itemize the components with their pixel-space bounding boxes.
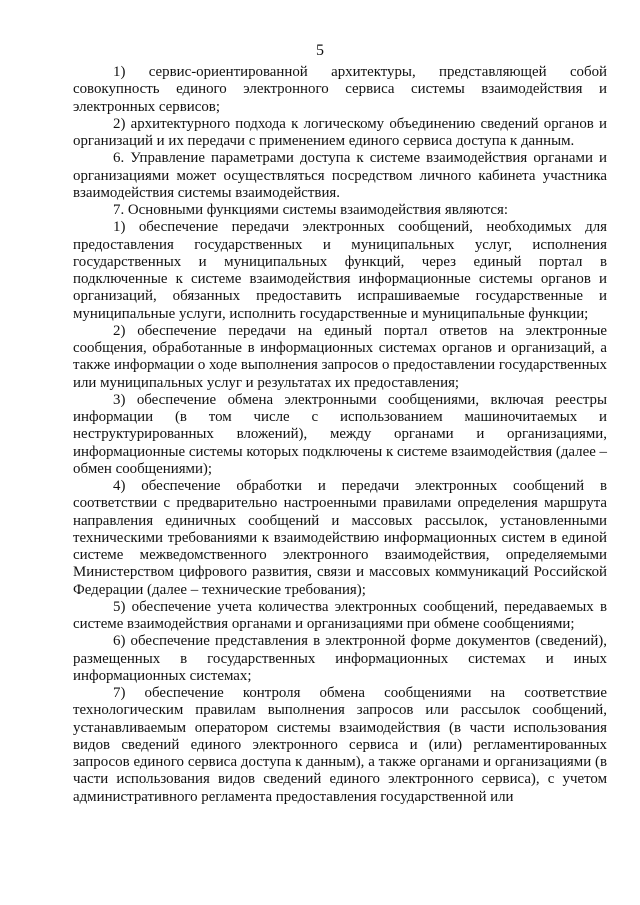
paragraph-7-item-7: 7) обеспечение контроля обмена сообщениями на соответствие технологическим правилам выполнения запросов или рассылок сообщений, устанавливаемым оператором системы взаимодействия (в части использования видов сведений единого электронного сервиса и (или) регламентированных запросов единого сервиса доступа к данным), а также органами и организациями (в части использования видов сведений единого электронного сервиса), с учетом административного регламента предоставления государственной или: [73, 685, 607, 805]
paragraph-6-access-management: 6. Управление параметрами доступа к системе взаимодействия органами и организациями может осуществляться посредством личного кабинета участника взаимодействия системы взаимодействия.: [73, 150, 607, 201]
page-number: 5: [316, 42, 324, 59]
paragraph-7-item-4: 4) обеспечение обработки и передачи электронных сообщений в соответствии с предварительно настроенными правилами определения маршрута направления единичных сообщений и массовых рассылок, установленными техническими требованиями к взаимодействию информационных систем в единой системе межведомственного электронного взаимодействия, определяемыми Министерством цифрового развития, связи и массовых коммуникаций Российской Федерации (далее – технические требования);: [73, 478, 607, 598]
paragraph-7-item-3: 3) обеспечение обмена электронными сообщениями, включая реестры информации (в том числе с использованием машиночитаемых и неструктурированных вложений), между органами и организациями, информационные системы которых подключены к системе взаимодействия (далее – обмен сообщениями);: [73, 391, 607, 477]
paragraph-7-item-2: 2) обеспечение передачи на единый портал ответов на электронные сообщения, обработанные в информационных системах органов и организаций, а также информации о ходе выполнения запросов о предоставлении государственных или муниципальных услуг и результатах их предоставления;: [73, 322, 607, 391]
paragraph-7-item-6: 6) обеспечение представления в электронной форме документов (сведений), размещенных в государственных информационных системах и иных информационных системах;: [73, 633, 607, 684]
paragraph-7-item-1: 1) обеспечение передачи электронных сообщений, необходимых для предоставления государственных и муниципальных услуг, исполнения государственных и муниципальных функций, через единый портал в подключенные к системе взаимодействия информационные системы органов и организаций, обязанных предоставить испрашиваемые государственные и муниципальные услуги, исполнить государственные и муниципальные функции;: [73, 219, 607, 322]
paragraph-1-item-2: 2) архитектурного подхода к логическому объединению сведений органов и организаций и их передачи с применением единого сервиса доступа к данным.: [73, 115, 607, 149]
paragraph-1-item-1: 1) сервис-ориентированной архитектуры, представляющей собой совокупность единого электронного сервиса системы взаимодействия и электронных сервисов;: [73, 64, 607, 115]
paragraph-7-item-5: 5) обеспечение учета количества электронных сообщений, передаваемых в системе взаимодействия органами и организациями при обмене сообщениями;: [73, 598, 607, 632]
document-body: [73, 64, 607, 805]
paragraph-7-heading: 7. Основными функциями системы взаимодействия являются:: [113, 202, 509, 218]
